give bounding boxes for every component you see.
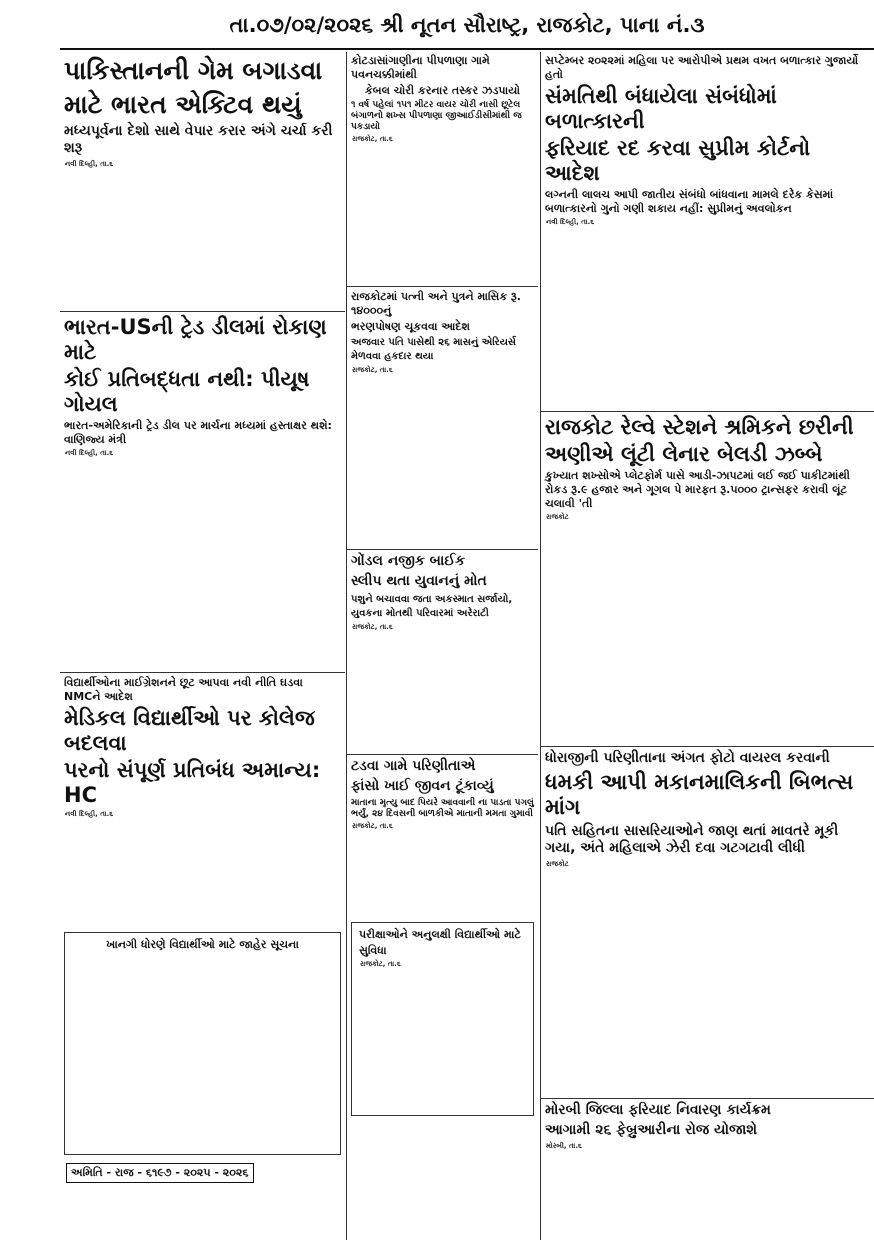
column-middle xyxy=(346,52,538,1240)
subheadline: કુખ્યાત શખ્સોએ પ્લેટફોર્મ પાસે આડી-ઝાપટમાં લઈ જઈ પાકીટમાંથી રોકડ રૂ.૯ હજાર અને ગૂગલ પે મારફત રૂ.૫૦૦૦ ટ્રાન્સફર કરાવી લૂંટ ચલાવી 'તી xyxy=(545,469,850,510)
dateline: નવી દિલ્હી, તા.૬ xyxy=(546,218,595,226)
dateline: રાજકોટ, તા.૬ xyxy=(360,960,401,968)
dateline: રાજકોટ xyxy=(546,513,569,521)
headline: કોટડાસાંગાણીના પીપળાણા ગામે પવનચક્કીમાંથી xyxy=(351,54,490,81)
article-dhoraji-case xyxy=(541,750,874,1095)
column-left xyxy=(60,52,345,1240)
dateline: રાજકોટ xyxy=(546,860,569,868)
dateline: રાજકોટ, તા.૬ xyxy=(352,366,393,374)
article-india-us-trade xyxy=(60,315,345,669)
headline: મોરબી જિલ્લા ફરિયાદ નિવારણ કાર્યક્રમ xyxy=(545,1102,771,1118)
subheadline: મધ્યપૂર્વના દેશો સાથે વેપાર કરાર અંગે ચર્ચા કરી શરૂ xyxy=(64,123,333,156)
dateline: નવી દિલ્હી, તા.૬ xyxy=(65,810,114,818)
article-body xyxy=(360,960,525,1110)
notice-code: અમિતિ - રાજ - ૬૧૯૭ - ૨૦૨૫ - ૨૦૨૬ xyxy=(66,1163,254,1183)
article-cable-theft xyxy=(347,54,538,283)
divider xyxy=(541,746,874,747)
dateline: નવી દિલ્હી, તા.૬ xyxy=(65,160,114,168)
public-notice xyxy=(64,932,341,1155)
headline-line2: સ્લીપ થતા યુવાનનું મોત xyxy=(351,573,487,589)
headline: ગોંડલ નજીક બાઈક xyxy=(351,553,466,569)
divider xyxy=(347,286,538,287)
article-medical-students xyxy=(60,676,345,928)
dateline: મોરબી, તા.૬ xyxy=(546,1142,582,1150)
divider xyxy=(347,549,538,550)
subheadline: ભારત-અમેરિકાની ટ્રેડ ડીલ પર માર્ચના મધ્યમાં હસ્તાક્ષર થશે: વાણિજ્ય મંત્રી xyxy=(64,419,332,446)
headline: પાકિસ્તાનની ગેમ બગાડવા xyxy=(64,56,323,85)
kicker: વિદ્યાર્થીઓના માઈગ્રેશનને છૂટ આપવા નવી નીતિ ઘડવા NMCને આદેશ xyxy=(64,676,303,703)
subheadline: માતાના મૃત્યુ બાદ પિયરે આવવાની ના પાડતા પગલું ભર્યું, ૨૪ દિવસની બાળકીએ માતાની મમતા ગુમાવી xyxy=(351,798,534,819)
headline-line2: ધમકી આપી મકાનમાલિકની બિભત્સ માંગ xyxy=(545,770,854,819)
article-body xyxy=(546,513,869,743)
article-exam-facility xyxy=(351,922,534,1116)
headline-line2: સુવિધા xyxy=(359,944,387,957)
page-header: તા.૦૭/૦૨/૨૦૨૬ શ્રી નૂતન સૌરાષ્ટ્ર, રાજકોટ, પાના નં.૩ xyxy=(60,2,874,50)
dateline: રાજકોટ, તા.૬ xyxy=(352,135,393,143)
divider xyxy=(60,672,345,673)
headline-line2: કેબલ ચોરી કરનાર તસ્કર ઝડપાયો xyxy=(365,84,520,97)
subheadline: પતિ સહિતના સાસરિયાઓને જાણ થતાં માવતરે મૂકી ગયા, અંતે મહિલાએ ઝેરી દવા ગટગટાવી લીધી xyxy=(545,823,839,856)
article-body xyxy=(65,449,340,669)
headline: ટડવા ગામે પરિણીતાએ xyxy=(351,758,476,774)
headline-line2: કોઈ પ્રતિબદ્ધતા નથી: પીયૂષ ગોયલ xyxy=(64,367,310,416)
article-body xyxy=(65,160,340,308)
headline: રાજકોટ રેલ્વે સ્ટેશને શ્રમિકને છરીની xyxy=(545,415,854,439)
headline: ધોરાજીની પરિણીતાના અંગત ફોટો વાયરલ કરવાની xyxy=(545,750,830,766)
dateline: નવી દિલ્હી, તા.૬ xyxy=(65,449,114,457)
column-right xyxy=(540,52,874,1240)
dateline: રાજકોટ, તા.૬ xyxy=(352,623,393,631)
article-body xyxy=(352,623,533,751)
subheadline: અજવાર પતિ પાસેથી ૨૬ માસનું એરિયર્સ મેળવવા હકદાર થયા xyxy=(351,337,517,362)
article-railway-robbery xyxy=(541,415,874,743)
headline: રાજકોટમાં પત્ની અને પુત્રને માસિક રૂ. ૧૪૦૦૦નું xyxy=(351,290,521,317)
article-morbi-grievance xyxy=(541,1102,874,1202)
headline: પરીક્ષાઓને અનુલક્ષી વિદ્યાર્થીઓ માટે xyxy=(359,928,521,941)
article-body xyxy=(352,822,533,918)
notice-body xyxy=(73,954,332,1134)
divider xyxy=(60,311,345,312)
subheadline: ૧ વર્ષ પહેલાં ૧૫૧ મીટર વાયર ચોરી નાસી છૂટેલ બંગાળનો શખ્સ પીપળાણા જીઆઈડીસીમાંથી જ પકડાયો xyxy=(351,100,522,132)
headline: સંમતિથી બંધાયેલા સંબંધોમાં બળાત્કારની xyxy=(545,84,777,133)
headline-line2: ફરિયાદ રદ કરવા સુપ્રીમ કોર્ટનો આદેશ xyxy=(545,136,811,185)
article-pakistan-trade xyxy=(60,56,345,308)
headline: ભારત-USની ટ્રેડ ડીલમાં રોકાણ માટે xyxy=(64,315,327,364)
divider xyxy=(541,411,874,412)
article-body xyxy=(546,1142,869,1202)
headline-line2: આગામી ૨૬ ફેબ્રુઆરીના રોજ યોજાશે xyxy=(545,1122,758,1138)
article-body xyxy=(546,860,869,1095)
article-maintenance-order xyxy=(347,290,538,546)
divider xyxy=(347,754,538,755)
headline-line2: માટે ભારત એક્ટિવ થયું xyxy=(64,90,302,119)
headline-line2: પરનો સંપૂર્ણ પ્રતિબંધ અમાન્ય: HC xyxy=(64,758,321,807)
headline-line2: અણીએ લૂંટી લેનાર બેલડી ઝબ્બે xyxy=(545,442,823,466)
subheadline: પશુને બચાવવા જતા અકસ્માત સર્જાયો, યુવકના મોતથી પરિવારમાં અરેરાટી xyxy=(351,594,513,619)
kicker: સપ્ટેમ્બર ૨૦૨૨માં મહિલા પર આરોપીએ પ્રથમ વખત બળાત્કાર ગુજાર્યો હતો xyxy=(545,54,859,81)
article-supreme-court xyxy=(541,54,874,408)
subheadline: લગ્નની લાલચ આપી જાતીય સંબંધો બાંધવાના મામલે દરેક કેસમાં બળાત્કારનો ગુનો ગણી શકાય નહીં: સુપ્રીમનું અવલોકન xyxy=(545,188,834,215)
article-body xyxy=(546,218,869,408)
article-body xyxy=(352,366,533,546)
article-body xyxy=(352,135,533,283)
article-tadva-suicide xyxy=(347,758,538,918)
headline-line2: ભરણપોષણ ચૂકવવા આદેશ xyxy=(351,320,470,333)
article-body xyxy=(65,810,340,928)
dateline: રાજકોટ, તા.૬ xyxy=(352,822,393,830)
article-bike-accident xyxy=(347,553,538,751)
headline-line2: ફાંસો ખાઈ જીવન ટૂંકાવ્યું xyxy=(351,778,494,794)
notice-title: ખાનગી ધોરણે વિદ્યાર્થીઓ માટે જાહેર સૂચના xyxy=(106,938,299,951)
divider xyxy=(541,1098,874,1099)
headline: મેડિકલ વિદ્યાર્થીઓ પર કોલેજ બદલવા xyxy=(64,706,315,755)
